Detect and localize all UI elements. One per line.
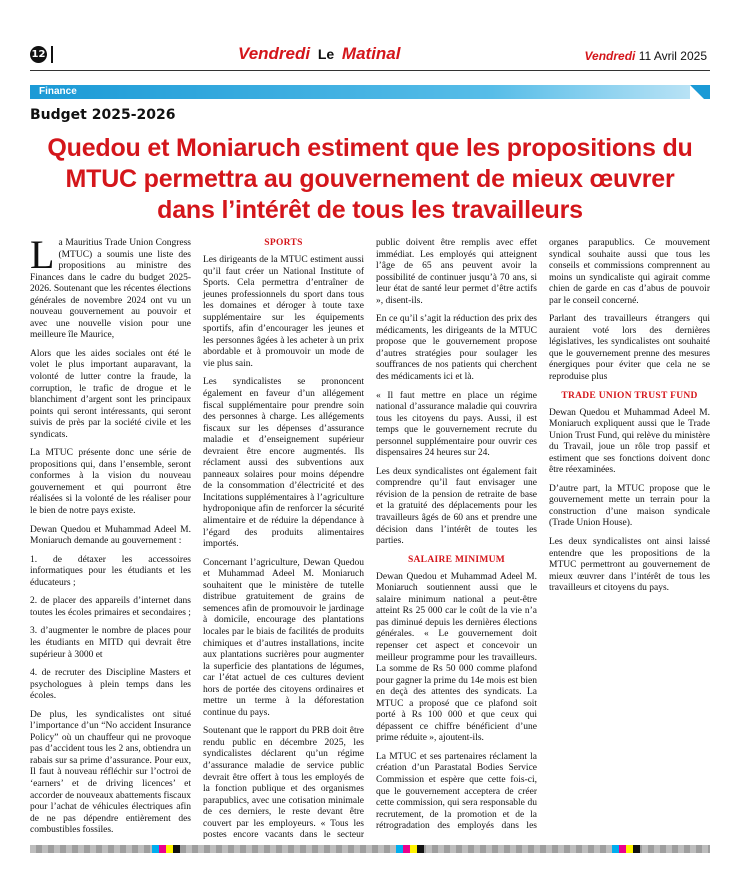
masthead: [238, 44, 400, 64]
paragraph: Parlant des travailleurs étrangers qui auraient voté lors des dernières législatives, les syndicalistes ont souhaité que le gouvernement prenne des mesures énergiques pour éviter que cela ne se reproduise plus: [549, 314, 710, 383]
paragraph: En ce qu’il s’agit la réduction des prix des médicaments, les dirigeants de la MTUC propose que le gouvernement propose d’autres stratégies pour soulager les souffrances de nos patients qui cherchent des médicaments ici et là.: [376, 314, 537, 383]
subheading-trade-union-trust-fund: TRADE UNION TRUST FUND: [561, 390, 698, 401]
dateline-day: Vendredi: [584, 49, 636, 63]
paragraph: Les deux syndicalistes ont ainsi laissé entendre que les propositions de la MTUC permettront au gouvernement de mieux œuvrer dans l’intérêt de tous les travailleurs et citoyens du pays.: [549, 537, 710, 594]
paragraph: Concernant l’agriculture, Dewan Quedou et Muhammad Adeel M. Moniaruch souhaitent que le ministère de tutelle distribue gratuitement de grains de semences afin de promouvoir le jardinage à domicile, encourage des plantations locales par le biais de facilités de produits chimiques et d’autres installations, incite aux plantations sucrières pour augmenter la superficie des plantations de légumes, car l’état actuel de ces cultures devient hors de portée des citoyens ordinaires et mettre un terme à la déforestation continue du pays.: [203, 557, 364, 718]
paragraph: 2. de placer des appareils d’internet dans toutes les écoles primaires et secondaires ;: [30, 596, 191, 618]
masthead-article: Le: [317, 46, 335, 62]
page-number: 12: [30, 46, 47, 63]
article-headline: Quedou et Moniaruch estiment que les propositions du MTUC permettra au gouvernement de mieux œuvrer dans l’intérêt de tous les travailleurs: [47, 134, 693, 224]
paragraph: Soutenant que le rapport du PRB doit être rendu public en décembre 2025, les syndicalistes déclarent qu’un régime d’assurance maladie de service public devrait être offert à tous les employés de la fonction publique et des organismes parapublics, avec une cotisation minimale de ces derniers, le reste devant être couvert par les employeurs. « Tous les postes encore vacants dans le secteur public doivent être remplis avec effet immédiat. Les employés qui atteignent l’âge de 65 ans peuvent avoir la possibilité de continuer jusqu’à 70 ans, si leur état de santé leur permet d’être actifs », disent-ils.: [203, 238, 537, 841]
section-rubric-bar: [30, 85, 690, 99]
paragraph: Dewan Quedou et Muhammad Adeel M. Moniaruch soutiennent aussi que le salaire minimum national a peut-être atteint Rs 25 000 car le coût de la vie n’a pas diminué depuis les dernières élections générales. « Le gouvernement doit repenser cet aspect et concevoir un meilleur programme pour les travailleurs. La somme de Rs 50 000 comme plafond pour gagner la prime du 14e mois est bien en deçà des attentes des syndicats. La MTUC a proposé que ce plafond soit porté à Rs 100 000 et que ceux qui dépassent ce chiffre bénéficient d’une prime réduite », ajoutent-ils.: [376, 571, 537, 744]
page-header: [0, 0, 737, 78]
masthead-day: Vendredi: [238, 44, 311, 63]
masthead-title: Matinal: [341, 44, 401, 63]
page-number-divider: [51, 46, 53, 63]
paragraph: 4. de recruter des Discipline Masters et psychologues à plein temps dans les écoles.: [30, 668, 191, 702]
paragraph: D’autre part, la MTUC propose que le gouvernement mette un terrain pour la construction d’une maison syndicale (Trade Union House).: [549, 483, 710, 529]
paragraph: Dewan Quedou et Muhammad Adeel M. Moniaruch demande au gouvernement :: [30, 524, 191, 547]
paragraph: De plus, les syndicalistes ont situé l’importance d’un “No accident Insurance Policy” où un chauffeur qui ne provoque pas d’accident tous les 2 ans, obtiendra un rabais sur sa prime d’assurance. Pour eux, Il faut à nouveau réfléchir sur l’octroi de ‘earners’ et de driving licences’ et accorder de nouveaux abattements fiscaux pour l’achat de véhicules électriques afin de ne pas dépendre entièrement des combustibles fossiles.: [30, 709, 191, 836]
paragraph: Les deux syndicalistes ont également fait comprendre qu’il faut envisager une révision de la pension de retraite de base et la gratuité des déplacements pour les travailleurs âgés de 60 ans et prendre une décision dans l’intérêt de toutes les parties.: [376, 466, 537, 547]
header-rule: [30, 70, 710, 71]
color-registration-mark: [152, 845, 180, 853]
paragraph: La MTUC et ses partenaires réclament la création d’un Parastatal Bodies Service Commission et espère que cette fois-ci, que le gouvernement acceptera de créer cette commission, qui sera responsable du recrutement, de la promotion et de la rétrogradation des employés dans les organes parapublics. Ce mouvement syndical souhaite aussi que tous les conseils et commissions comprennent au moins un syndicaliste qui agirait comme chien de garde en cas d’abus de pouvoir par le conseil concerné.: [376, 238, 710, 832]
color-registration-mark: [396, 845, 424, 853]
paragraph: 3. d’augmenter le nombre de places pour les étudiants en MITD qui devrait être supérieur à 3000 et: [30, 626, 191, 660]
dateline: [584, 49, 707, 63]
subheading-salaire-minimum: SALAIRE MINIMUM: [407, 554, 506, 565]
paragraph: Les dirigeants de la MTUC estiment aussi qu’il faut créer un National Institute of Sports. Cela permettra d’entraîner de jeunes professionnels du sport dans tous les domaines et déroger à toute taxe supplémentaire sur les équipements sportifs, afin d’encourager les jeunes et les personnes âgées à les acheter à un prix abordable et à promouvoir un mode de vie plus sain.: [203, 255, 364, 369]
article-kicker: Budget 2025-2026: [30, 107, 176, 123]
paragraph: Les syndicalistes se prononcent également en faveur d’un allégement fiscal supplémentaire pour prendre soin des personnes à charge. Les allégements fiscaux sur les dépenses d’assurance maladie et d’enseignement supérieur devraient être encore augmentés. Ils réclament aussi des subventions aux panneaux solaires pour moins dépendre de la consommation d’électricité et des Incitations supplémentaires à l’agriculture hydroponique afin de renforcer la sécurité alimentaire et de réduire la dépendance à l’égard des produits alimentaires importés.: [203, 377, 364, 550]
paragraph: Alors que les aides sociales ont été le volet le plus important auparavant, la volonté de lutter contre la fraude, la corruption, le trafic de drogue et le blanchiment d’argent sont les principaux points qui seront intéressants, qui seront suivis de près par la société civile et les syndicats.: [30, 348, 191, 440]
paragraph: La MTUC présente donc une série de propositions qui, dans l’ensemble, seront conformes à la vision du nouveau gouvernement et qui pourront être réalisées si la volonté de les réaliser pour le bien de notre pays existe.: [30, 448, 191, 517]
paragraph: La Mauritius Trade Union Congress (MTUC) a soumis une liste des propositions au ministre des Finances dans le cadre du budget 2025-2026. Soutenant que les récentes élections générales de novembre 2024 ont vu un nouveau gouvernement au pouvoir et avec une nouvelle vision pour une meilleure île Maurice,: [30, 232, 191, 341]
paragraph: 1. de détaxer les accessoires informatiques pour les étudiants et les éducateurs ;: [30, 554, 191, 588]
paragraph: Dewan Quedou et Muhammad Adeel M. Moniaruch expliquent aussi que le Trade Union Trust Fund, qui relève du ministère du Travail, joue un rôle trop passif et estiment que ses fonctions doivent donc être réexaminées.: [549, 407, 710, 476]
color-registration-mark: [612, 845, 640, 853]
subheading-sports: SPORTS: [264, 238, 303, 248]
rubric-corner-decoration: [690, 85, 710, 99]
footer-color-strip: [30, 845, 710, 853]
article-body: [30, 232, 710, 844]
section-rubric: Finance: [39, 86, 77, 97]
dateline-date: 11 Avril 2025: [638, 49, 707, 63]
paragraph: « Il faut mettre en place un régime national d’assurance maladie qui couvrira tous les citoyens du pays. Aussi, il est temps que le gouvernement recrute du personnel supplémentaire pour ouvrir ces dispensaires 24 heures sur 24.: [376, 390, 537, 459]
